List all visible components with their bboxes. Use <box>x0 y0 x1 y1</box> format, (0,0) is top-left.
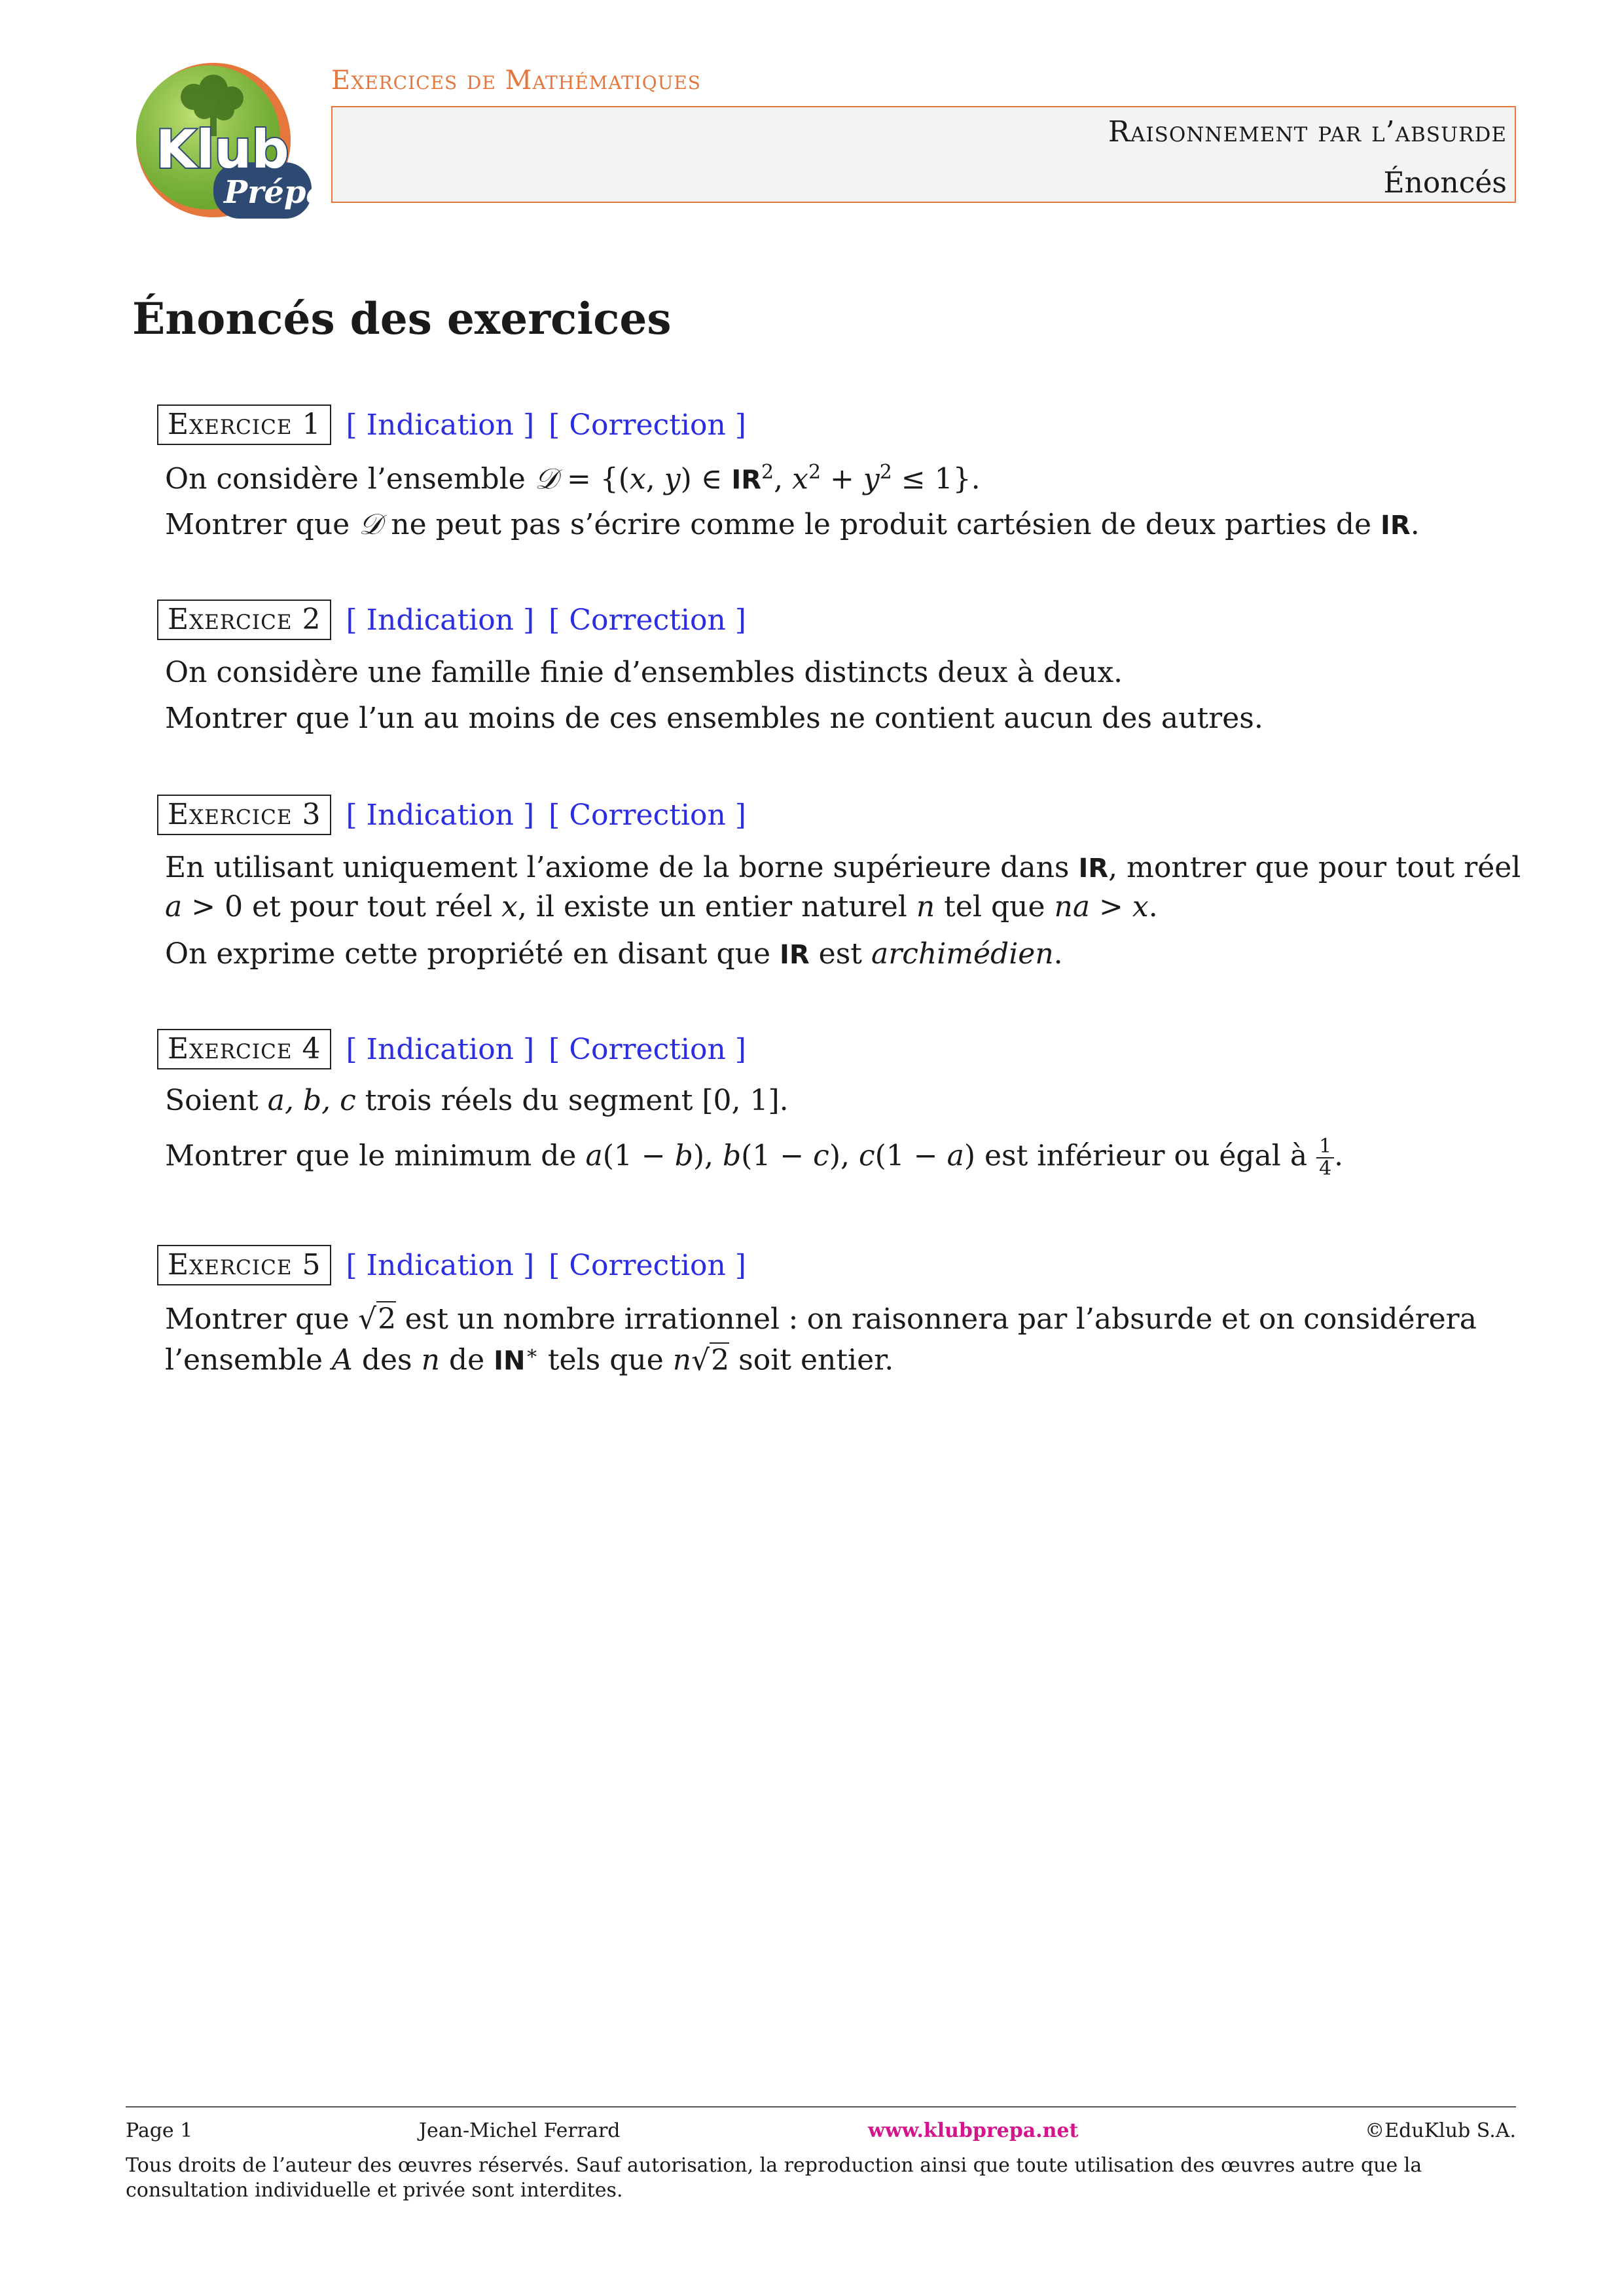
footer-page: Page 1 <box>126 2119 193 2142</box>
exercise-5-label: Exercice 5 <box>157 1245 331 1285</box>
page-title: Énoncés des exercices <box>132 293 672 344</box>
exercise-4-line-1: Soient a, b, c trois réels du segment [0, 1]. <box>165 1084 789 1117</box>
exercise-2-label: Exercice 2 <box>157 600 331 640</box>
exercise-4-label: Exercice 4 <box>157 1029 331 1069</box>
exercise-1-correction-link[interactable]: [ Correction ] <box>549 408 746 442</box>
klub-prepa-logo <box>115 58 327 225</box>
exercise-5-correction-link[interactable]: [ Correction ] <box>549 1248 746 1282</box>
footer-copyright: ©EduKlub S.A. <box>1365 2119 1516 2142</box>
fraction-one-quarter: $\frac{1}{4}$ <box>1316 1136 1334 1179</box>
exercise-1-label: Exercice 1 <box>157 404 331 445</box>
exercise-3-indication-link[interactable]: [ Indication ] <box>346 798 535 832</box>
exercise-3-correction-link[interactable]: [ Correction ] <box>549 798 746 832</box>
exercise-4-header <box>157 1029 746 1069</box>
exercise-4-indication-link[interactable]: [ Indication ] <box>346 1032 535 1066</box>
exercise-5-header <box>157 1245 746 1285</box>
exercise-3-line-3: On exprime cette propriété en disant que IR est archimédien. <box>165 937 1063 971</box>
exercise-5-line-2: l’ensemble A des n de IN∗ tels que n√2 soit entier. <box>165 1342 894 1377</box>
exercise-5-line-1: Montrer que √2 est un nombre irrationnel : on raisonnera par l’absurde et on considérera <box>165 1302 1477 1336</box>
exercise-4-correction-link[interactable]: [ Correction ] <box>549 1032 746 1066</box>
exercise-2-line-1: On considère une famille finie d’ensembles distincts deux à deux. <box>165 656 1123 689</box>
exercise-3-label: Exercice 3 <box>157 795 331 835</box>
footer-url-link[interactable]: www.klubprepa.net <box>868 2119 1079 2142</box>
svg-text:Prépa: Prépa <box>224 174 327 211</box>
exercise-2-line-2: Montrer que l’un au moins de ces ensembles ne contient aucun des autres. <box>165 702 1263 735</box>
exercise-1-indication-link[interactable]: [ Indication ] <box>346 408 535 442</box>
exercise-2-correction-link[interactable]: [ Correction ] <box>549 603 746 637</box>
sqrt-two: √2 <box>358 1302 397 1336</box>
exercise-4-line-2: Montrer que le minimum de a(1 − b), b(1 − c), c(1 − a) est inférieur ou égal à $\frac{1}{4}$ . <box>165 1135 1344 1180</box>
exercise-1-header <box>157 404 746 445</box>
exercise-1-line-1: On considère l’ensemble 𝒟 = {(x, y) ∈ $IR^2$, $x^2 + y^2 \le 1$}. <box>165 461 981 496</box>
section-title: Énoncés <box>1383 166 1507 200</box>
exercise-3-line-2: a > 0 et pour tout réel x, il existe un entier naturel n tel que na > x. <box>165 890 1158 924</box>
exercise-3-header <box>157 795 746 835</box>
footer-rights: Tous droits de l’auteur des œuvres réservés. Sauf autorisation, la reproduction ainsi que toute utilisation des œuvres autre que la consultation individuelle et privée sont interdites. <box>126 2154 1422 2202</box>
exercise-2-header <box>157 600 746 640</box>
exercise-1-line-2: Montrer que 𝒟 ne peut pas s’écrire comme le produit cartésien de deux parties de IR. <box>165 508 1420 541</box>
svg-text:Klub: Klub <box>156 119 289 180</box>
exercise-2-indication-link[interactable]: [ Indication ] <box>346 603 535 637</box>
footer-rule <box>126 2106 1516 2108</box>
footer-author: Jean-Michel Ferrard <box>419 2119 621 2142</box>
series-title: Exercices de Mathématiques <box>331 65 701 96</box>
header-box <box>331 106 1516 203</box>
topic-title: Raisonnement par l’absurde <box>1108 115 1507 149</box>
exercise-3-line-1: En utilisant uniquement l’axiome de la borne supérieure dans IR, montrer que pour tout réel <box>165 851 1521 884</box>
exercise-5-indication-link[interactable]: [ Indication ] <box>346 1248 535 1282</box>
